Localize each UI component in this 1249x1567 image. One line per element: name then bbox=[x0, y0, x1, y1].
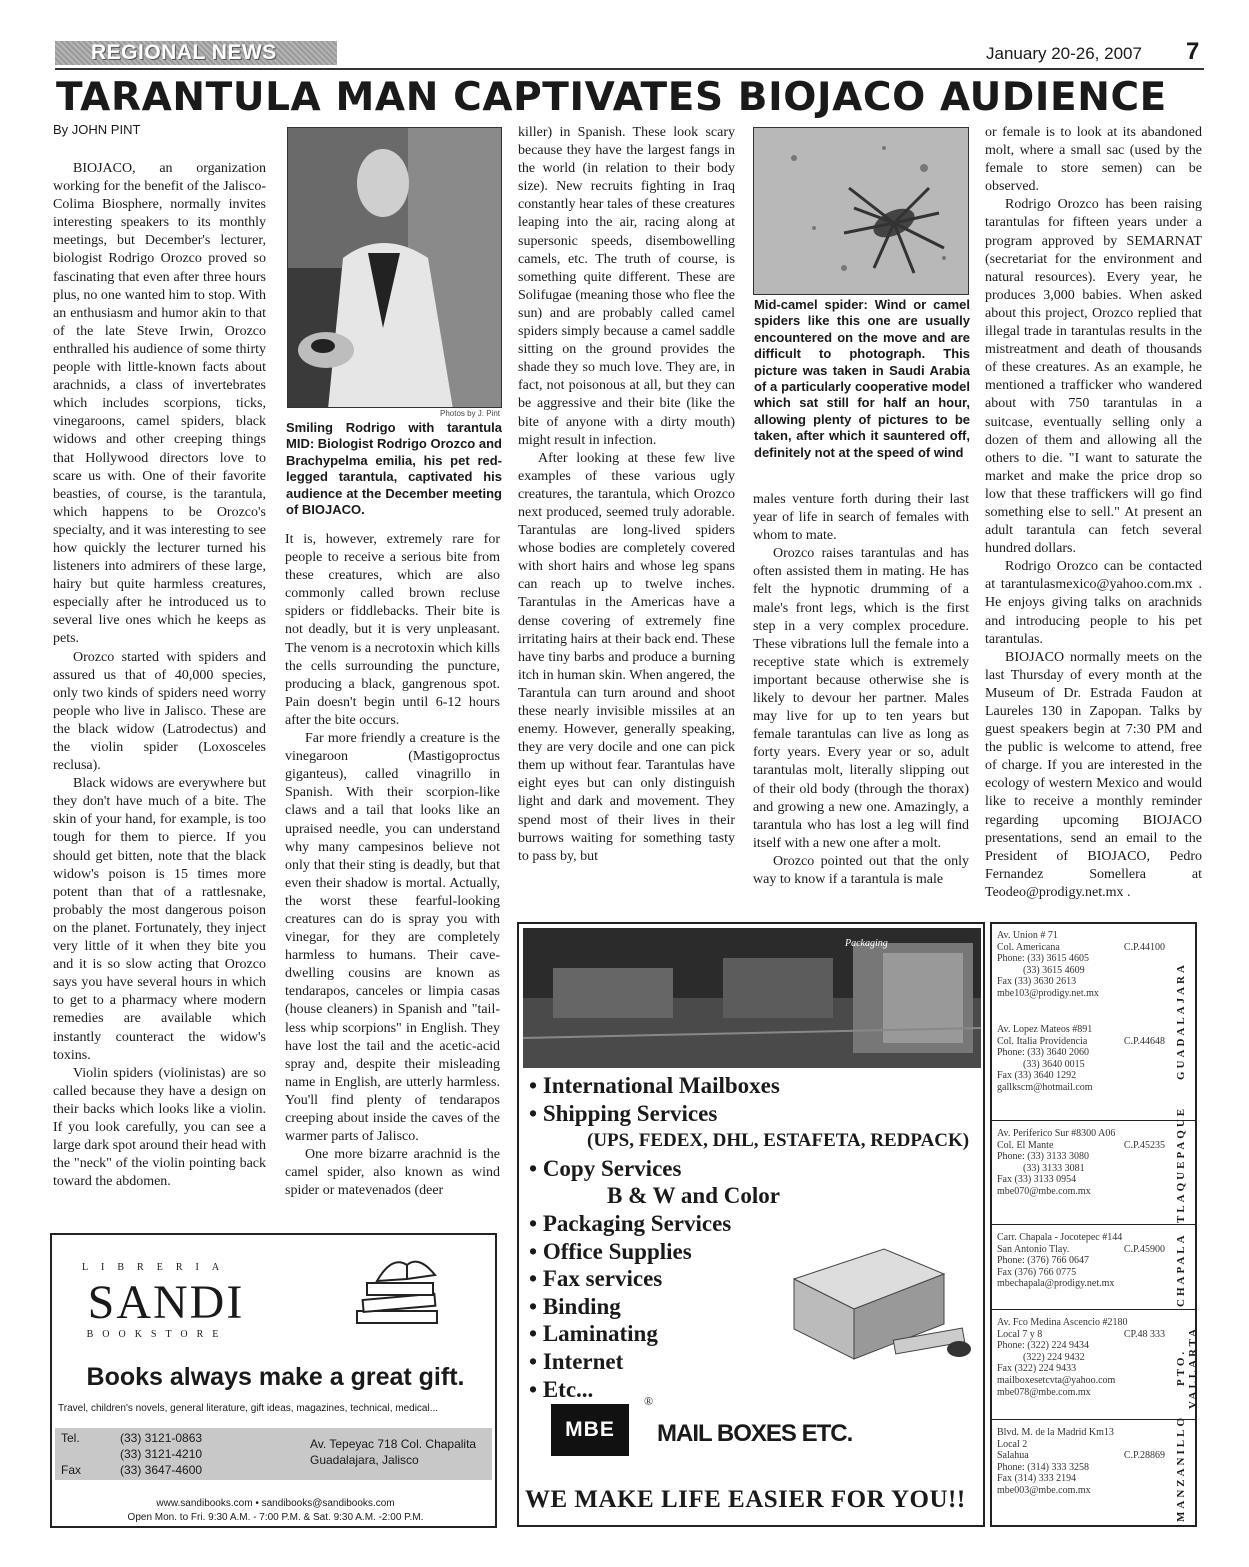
sandi-hours: Open Mon. to Fri. 9:30 A.M. - 7:00 P.M. & Sat. 9:30 A.M. -2:00 P.M. bbox=[127, 1512, 424, 1523]
paragraph: Black widows are everywhere but they don't have much of a bite. The skin of your hand, for example, is too tough for them to pierce. If you should get bitten, note that the black widow's poison is 15 times more potent than that of a rattlesnake, probably the most dangerous poison on the planet. Fortunately, they inject very little of it when they bite you and it is so slow acting that Orozco says you have several hours in which to get to a pharmacy where modern remedies are available which instantly counteract the widow's toxins. bbox=[53, 776, 266, 1063]
service-item: • Binding bbox=[529, 1293, 621, 1319]
photo-caption-1: Smiling Rodrigo with tarantula MID: Biologist Rodrigo Orozco and Brachypelma emilia, his pet red-legged tarantula, captivated his audience at the December meeting of BIOJACO. bbox=[286, 420, 502, 518]
sandi-web-block bbox=[52, 1497, 499, 1525]
sandi-contact-box bbox=[55, 1428, 492, 1480]
location-lopez-mateos: Av. Lopez Mateos #891 Col. Italia Providencia C.P.44648 Phone: (33) 3640 2060 (33) 3640 0015 Fax (33) 3640 1292 gallkscm@hotmail.com bbox=[997, 1024, 1165, 1093]
rodrigo-photo-image bbox=[288, 128, 502, 408]
paragraph: One more bizarre arachnid is the camel spider, also known as wind spider or matevenados (deer bbox=[285, 1147, 500, 1199]
paragraph: Orozco started with spiders and assured us that of 40,000 species, only two kinds of spiders need worry people who live in Jalisco. These are the black widow (Latrodectus) and the violin spider (Loxosceles reclusa). bbox=[53, 649, 266, 774]
city-guadalajara: GUADALAJARA bbox=[1175, 962, 1187, 1081]
service-item: • International Mailboxes bbox=[529, 1073, 780, 1098]
sandi-libreria: LIBRERIA bbox=[81, 1262, 233, 1273]
service-item: • Internet bbox=[529, 1348, 624, 1374]
tel-label: Tel. bbox=[61, 1431, 80, 1445]
camel-spider-photo bbox=[753, 127, 969, 295]
sandi-logo-name: SANDI bbox=[87, 1276, 245, 1329]
mbe-brand-name: MAIL BOXES ETC. bbox=[657, 1420, 853, 1447]
location-vallarta: Av. Fco Medina Ascencio #2180 Local 7 y 8 CP.48 333 Phone: (322) 224 9434 (322) 224 9432 Fax (322) 224 9433 mailboxesetcvta@yahoo.com mbe078@mbe.com.mx bbox=[997, 1317, 1165, 1398]
location-periferico: Av. Periferico Sur #8300 A06 Col. El Mante C.P.45235 Phone: (33) 3133 3080 (33) 3133 3081 Fax (33) 3133 0954 mbe070@mbe.com.mx bbox=[997, 1128, 1165, 1197]
article-column-4 bbox=[753, 491, 969, 889]
article-column-3 bbox=[518, 124, 735, 866]
sandi-tel-1: (33) 3121-0863 bbox=[120, 1431, 203, 1445]
location-chapala: Carr. Chapala - Jocotepec #144 San Antonio Tlay. C.P.45900 Phone: (376) 766 0647 Fax (376) 766 0775 mbechapala@prodigy.net.mx bbox=[997, 1232, 1165, 1290]
paragraph: BIOJACO, an organization working for the benefit of the Jalisco-Colima Biosphere, normally invites interesting speakers to its monthly meetings, but December's lecturer, biologist Rodrigo Orozco proved so fascinating that even after three hours plus, no one wanted him to stop. With an enthusiasm and humor akin to that of the late Steve Irwin, Orozco enthralled his audience of some thirty people with little-known facts about arachnids, a class of invertebrates which includes scorpions, ticks, vinegaroons, camel spiders, black widows and other creeping things that Hollywood directors love to scare us with. One of their favorite beasties, of course, is the tarantula, which happens to be Orozco's specialty, and it was interesting to see how quickly the lecturer turned his listeners into admirers of these large, hairy but quite harmless creatures, especially after he introduced us to several live ones which he keeps as pets. bbox=[53, 161, 266, 647]
sandi-bookstore-ad bbox=[50, 1233, 497, 1528]
mbe-logo: MBE bbox=[551, 1404, 629, 1456]
city-tlaquepaque: TLAQUEPAQUE bbox=[1175, 1105, 1187, 1223]
rodrigo-photo bbox=[287, 127, 502, 408]
paragraph: Far more friendly a creature is the vinegaroon (Mastigoproctus giganteus), called vinagrillo in Spanish. With their scorpion-like claws and a tail that looks like an upraised needle, you can understand why many campesinos believe not only that their sting is deadly, but that even their shadow is mortal. Actually, the worst these fearful-looking creatures can do is spray you with vinegar, for they are completely harmless to humans. Their cave-dwelling cousins are known as tendarapos, canceles or limpia casas (house cleaners) in Spanish and "tail-less whip scorpions" in English. They have lost the tail and the acetic-acid spray and, despite their misleading name in English, are utterly harmless. You'll find plenty of tendarapos creeping about inside the caves of the warmer parts of Jalisco. bbox=[285, 731, 500, 1145]
issue-date: January 20-26, 2007 bbox=[986, 44, 1142, 63]
registered-mark: ® bbox=[644, 1394, 654, 1408]
city-vallarta: PTO. VALLARTA bbox=[1175, 1325, 1199, 1409]
paragraph: It is, however, extremely rare for people to receive a serious bite from these creatures, which are also commonly called brown recluse spiders or fiddlebacks. Their bite is not deadly, but it is very unpleasant. The venom is a necrotoxin which kills the cells surrounding the puncture, producing a black, gangrenous spot. Pain doesn't begin until 6-12 hours after the bite occurs. bbox=[285, 532, 500, 728]
paragraph: Rodrigo Orozco can be contacted at tarantulasmexico@yahoo.com.mx . He enjoys giving talks on arachnids and introducing people to his pet tarantulas. bbox=[985, 559, 1202, 647]
service-item: • Packaging Services bbox=[529, 1210, 732, 1236]
location-manzanillo: Blvd. M. de la Madrid Km13 Local 2 Salahua C.P.28869 Phone: (314) 333 3258 Fax (314) 333 2194 mbe003@mbe.com.mx bbox=[997, 1427, 1165, 1496]
paragraph: or female is to look at its abandoned molt, where a small sac (used by the female to store semen) can be observed. bbox=[985, 125, 1202, 195]
service-item: • Copy Services bbox=[529, 1155, 682, 1181]
photo-credit: Photos by J. Pint bbox=[440, 409, 501, 418]
section-label: REGIONAL NEWS bbox=[55, 41, 337, 65]
service-item: • Shipping Services bbox=[529, 1100, 718, 1126]
sandi-address-1: Av. Tepeyac 718 Col. Chapalita bbox=[310, 1437, 477, 1451]
page-number: 7 bbox=[1186, 38, 1200, 65]
article-column-5 bbox=[985, 124, 1202, 902]
byline: By JOHN PINT bbox=[53, 122, 141, 137]
packages-image bbox=[774, 1219, 974, 1369]
books-stack-icon bbox=[347, 1249, 457, 1341]
paragraph: Orozco pointed out that the only way to know if a tarantula is male bbox=[753, 853, 969, 887]
paragraph: Orozco raises tarantulas and has often assisted them in mating. He has felt the hypnotic drumming of a male's front legs, which is the first step in a very complex procedure. These vibrations lull the female into a receptive state which is extremely important because otherwise she is likely to devour her partner. Males may live for up to ten years but female tarantulas can live as long as forty years. Every year or so, adult tarantulas molt, literally slipping out of their old body (through the thorax) and growing a new one. Amazingly, a tarantula who has lost a leg will find itself with a new one after a molt. bbox=[753, 546, 969, 851]
sandi-web: www.sandibooks.com • sandibooks@sandibooks.com bbox=[156, 1498, 395, 1509]
service-item: • Laminating bbox=[529, 1321, 658, 1347]
article-column-1 bbox=[53, 160, 266, 1191]
store-photo bbox=[523, 928, 981, 1068]
paragraph: After looking at these few live examples of these various ugly creatures, the tarantula, which Orozco next produced, seemed truly adorable. Tarantulas are long-lived spiders whose bodies are completely covered with short hairs and whose leg spans can reach up to twelve inches. Tarantulas in the Americas have a dense covering of extremely fine irritating hairs at their back end. These have tiny barbs and produce a burning itch in human skin. When angered, the Tarantula can turn around and shoot these nearly invisible missiles at an enemy. However, generally speaking, they are very docile and one can pick them up without fear. Tarantulas have eight eyes but can only distinguish light and dark and movement. They spend most of their lives in their burrows waiting for something tasty to pass by, but bbox=[518, 450, 735, 864]
service-item: • Etc... bbox=[529, 1376, 594, 1402]
paragraph: killer) in Spanish. These look scary because they have the largest fangs in the world (in relation to their body size). New recruits fighting in Iraq constantly hear tales of these creatures leaping into the air, racing along at supersonic speeds, disembowelling camels, etc. The truth of course, is something quite different. These are Solifugae (meaning those who flee the sun) and are probably called camel spiders simply because a camel saddle sitting on the ground provides the shade they so much love. They are, in fact, not poisonous at all, but they can be aggressive and their bite (like the bite of anyone with a dirty mouth) might result in infection. bbox=[518, 125, 735, 448]
sandi-address-2: Guadalajara, Jalisco bbox=[310, 1453, 419, 1467]
shipping-carriers: (UPS, FEDEX, DHL, ESTAFETA, REDPACK) bbox=[587, 1130, 970, 1152]
mbe-locations bbox=[990, 922, 1197, 1527]
mbe-ad bbox=[517, 922, 985, 1527]
city-chapala: CHAPALA bbox=[1175, 1232, 1187, 1308]
divider bbox=[992, 1419, 1195, 1420]
service-item: • Office Supplies bbox=[529, 1238, 692, 1264]
sandi-bookstore-label: BOOKSTORE bbox=[86, 1329, 228, 1340]
sandi-categories: Travel, children's novels, general literature, gift ideas, magazines, technical, medical... bbox=[58, 1403, 439, 1414]
mbe-slogan: WE MAKE LIFE EASIER FOR YOU!! bbox=[525, 1486, 966, 1513]
sandi-tel-2: (33) 3121-4210 bbox=[120, 1447, 203, 1461]
camel-spider-photo-image bbox=[754, 128, 969, 295]
divider bbox=[992, 1224, 1195, 1225]
store-sign: Packaging bbox=[845, 938, 888, 949]
service-item: • Fax services bbox=[529, 1266, 663, 1292]
paragraph: BIOJACO normally meets on the last Thursday of every month at the Museum of Dr. Estrada Faudon at Laureles 130 in Zapopan. Talks by guest speakers begin at 7:30 PM and the public is welcome to attend, free of charge. If you are interested in the ecology of western Mexico and would like to receive a monthly reminder regarding upcoming BIOJACO presentations, send an email to the President of BIOJACO, Pedro Fernandez Somellera at Teodeo@prodigy.net.mx . bbox=[985, 649, 1202, 900]
city-manzanillo: MANZANILLO bbox=[1175, 1414, 1187, 1522]
sandi-fax: (33) 3647-4600 bbox=[120, 1463, 203, 1477]
header-rule bbox=[55, 68, 1204, 70]
store-interior-image bbox=[523, 928, 981, 1068]
copy-options: B & W and Color bbox=[607, 1183, 780, 1209]
headline: TARANTULA MAN CAPTIVATES BIOJACO AUDIENCE bbox=[56, 75, 1167, 120]
fax-label: Fax bbox=[61, 1463, 82, 1477]
paragraph: Violin spiders (violinistas) are so called because they have a design on their backs which looks like a violin. If you look carefully, you can see a large dark spot around their head with the "neck" of the violin pointing back toward the abdomen. bbox=[53, 1065, 266, 1190]
paragraph: males venture forth during their last year of life in search of females with whom to mate. bbox=[753, 492, 969, 544]
sandi-tagline: Books always make a great gift. bbox=[86, 1363, 465, 1391]
divider bbox=[992, 1120, 1195, 1121]
location-union: Av. Union # 71 Col. Americana C.P.44100 Phone: (33) 3615 4605 (33) 3615 4609 Fax (33) 3630 2613 mbe103@prodigy.net.mx bbox=[997, 930, 1165, 999]
divider bbox=[992, 1309, 1195, 1310]
paragraph: Rodrigo Orozco has been raising tarantulas for fifteen years under a program approved by SEMARNAT (secretariat for the environment and natural resources). Every year, he produces 3,000 babies. When asked about this project, Orozco replied that illegal trade in tarantulas results in the mistreatment and death of thousands of these creatures. As an example, he mentioned a trafficker who wandered about with 750 tarantulas in a suitcase, eventually selling only a dozen of them and allowing all the others to die. "I want to saturate the market and make the price drop so low that these traffickers will go find something else to sell." At present an adult tarantula can fetch several hundred dollars. bbox=[985, 197, 1202, 557]
article-column-2 bbox=[285, 531, 500, 1200]
photo-caption-2: Mid-camel spider: Wind or camel spiders like this one are usually encountered on the move and are difficult to photograph. This picture was taken in Saudi Arabia of a particularly cooperative model which sat still for half an hour, allowing plenty of pictures to be taken, after which it sauntered off, definitely not at the speed of wind bbox=[754, 297, 970, 460]
